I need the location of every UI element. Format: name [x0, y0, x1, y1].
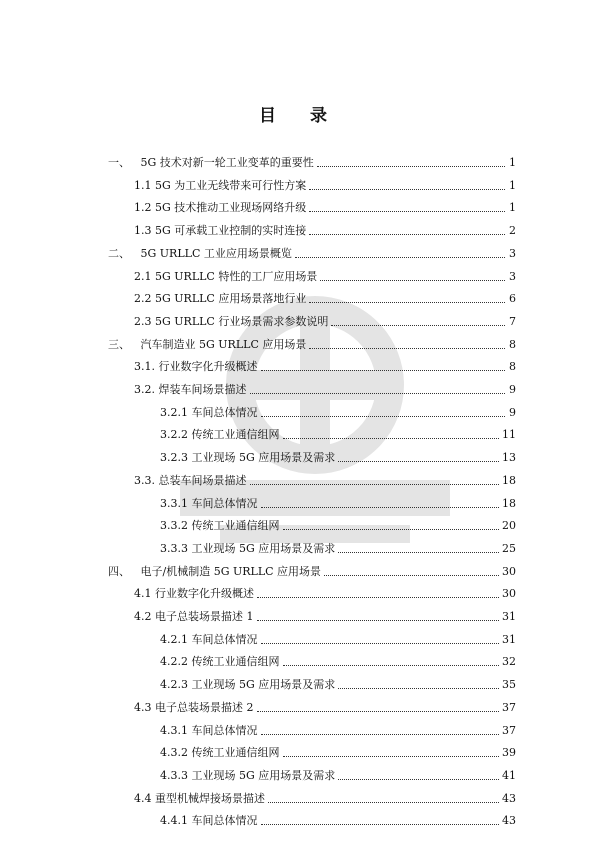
toc-leader-dots: [309, 348, 505, 349]
toc-entry-title: 4.2.2 传统工业通信组网: [160, 655, 280, 669]
toc-page-number: 43: [502, 814, 516, 828]
toc-entry-title: 4.3.1 车间总体情况: [160, 723, 258, 737]
toc-page-number: 31: [502, 632, 516, 646]
toc-page-number: 9: [509, 383, 516, 396]
toc-leader-dots: [261, 824, 500, 825]
toc-leader-dots: [309, 189, 505, 190]
toc-page-number: 39: [502, 746, 516, 760]
toc-entry[interactable]: [160, 534, 516, 556]
toc-entry[interactable]: [134, 262, 516, 284]
toc-page-number: 1: [509, 201, 516, 215]
toc-entry-title: 4.2.3 工业现场 5G 应用场景及需求: [160, 678, 336, 692]
toc-leader-dots: [283, 756, 500, 757]
toc-entry-title: 3.3. 总装车间场景描述: [134, 473, 247, 487]
toc-page-number: 2: [509, 224, 516, 238]
toc-entry-title: 3.2.1 车间总体情况: [160, 405, 258, 419]
toc-page-number: 18: [502, 496, 516, 510]
toc-entry-title: 电子/机械制造 5G URLLC 应用场景: [140, 564, 322, 578]
toc-entry[interactable]: [108, 239, 516, 261]
toc-entry[interactable]: [134, 466, 516, 488]
toc-page-number: 18: [502, 473, 516, 487]
toc-entry[interactable]: [134, 579, 516, 601]
toc-page-number: 8: [509, 360, 516, 374]
toc-page-number: 9: [509, 405, 516, 419]
toc-entry-title: 1.1 5G 为工业无线带来可行性方案: [134, 178, 307, 192]
toc-entry[interactable]: [108, 557, 516, 579]
toc-page-number: 6: [509, 292, 516, 306]
toc-entry-number: 三、: [108, 337, 141, 351]
toc-entry-title: 3.3.3 工业现场 5G 应用场景及需求: [160, 541, 336, 555]
toc-entry[interactable]: [160, 443, 516, 465]
toc-entry[interactable]: [134, 784, 516, 806]
toc-page-number: 31: [502, 610, 516, 623]
toc-entry-title: 3.3.2 传统工业通信组网: [160, 519, 280, 533]
toc-leader-dots: [309, 211, 505, 212]
toc-entry-title: 3.1. 行业数字化升级概述: [134, 360, 258, 374]
toc-entry-title: 4.1 行业数字化升级概述: [134, 587, 254, 601]
toc-entry[interactable]: [108, 330, 516, 352]
toc-entry[interactable]: [134, 193, 516, 215]
toc-leader-dots: [338, 779, 499, 780]
toc-entry-title: 2.1 5G URLLC 特性的工厂应用场景: [134, 269, 318, 283]
toc-leader-dots: [338, 688, 499, 689]
toc-entry[interactable]: [134, 216, 516, 238]
toc-leader-dots: [250, 393, 506, 394]
toc-entry-title: 3.3.1 车间总体情况: [160, 496, 258, 510]
toc-entry-title: 1.2 5G 技术推动工业现场网络升级: [134, 201, 307, 215]
toc-page-number: 3: [509, 246, 516, 260]
toc-entry[interactable]: [160, 511, 516, 533]
toc-entry[interactable]: [134, 375, 516, 397]
toc-page-number: 30: [502, 564, 516, 578]
toc-entry[interactable]: [134, 171, 516, 193]
toc-entry-number: 二、: [108, 246, 141, 260]
toc-leader-dots: [257, 711, 500, 712]
toc-entry[interactable]: [160, 398, 516, 420]
page-title: 目 录: [259, 106, 341, 126]
toc-page-number: 30: [502, 587, 516, 601]
toc-entry-title: 5G URLLC 工业应用场景概览: [140, 246, 292, 260]
toc-page-number: 7: [509, 314, 516, 328]
toc-entry[interactable]: [134, 602, 516, 624]
toc-entry[interactable]: [108, 148, 516, 170]
toc-leader-dots: [309, 234, 505, 235]
toc-leader-dots: [268, 802, 499, 803]
toc-entry-title: 1.3 5G 可承载工业控制的实时连接: [134, 224, 307, 238]
toc-entry-title: 4.3.2 传统工业通信组网: [160, 746, 280, 760]
toc-entry[interactable]: [160, 625, 516, 647]
toc-entry-title: 汽车制造业 5G URLLC 应用场景: [140, 337, 307, 351]
toc-entry-title: 5G 技术对新一轮工业变革的重要性: [140, 156, 314, 169]
toc-entry-title: 4.2 电子总装场景描述 1: [134, 610, 254, 623]
toc-entry-title: 3.2.2 传统工业通信组网: [160, 428, 280, 442]
toc-entry[interactable]: [160, 761, 516, 783]
toc-leader-dots: [257, 597, 499, 598]
toc-leader-dots: [320, 280, 505, 281]
toc-page-number: 20: [502, 519, 516, 533]
toc-entry[interactable]: [160, 670, 516, 692]
toc-entry[interactable]: [160, 806, 516, 828]
toc-page-number: 37: [502, 700, 516, 714]
toc-entry-title: 3.2.3 工业现场 5G 应用场景及需求: [160, 451, 336, 465]
toc-leader-dots: [338, 552, 499, 553]
toc-leader-dots: [317, 166, 505, 167]
toc-leader-dots: [331, 325, 505, 326]
toc-page-number: 13: [502, 451, 516, 465]
toc-page-number: 43: [502, 791, 516, 805]
toc-entry[interactable]: [134, 307, 516, 329]
toc-entry[interactable]: [160, 420, 516, 442]
toc-leader-dots: [261, 416, 506, 417]
toc-entry-number: 四、: [108, 564, 141, 578]
toc-entry-title: 4.2.1 车间总体情况: [160, 632, 258, 646]
toc-leader-dots: [261, 507, 500, 508]
toc-page-number: 25: [502, 541, 516, 555]
toc-entry[interactable]: [160, 738, 516, 760]
toc-page-number: 35: [502, 678, 516, 692]
toc-page-number: 3: [509, 269, 516, 283]
toc-entry[interactable]: [160, 489, 516, 511]
toc-page-number: 37: [502, 723, 516, 737]
toc-entry-title: 3.2. 焊装车间场景描述: [134, 383, 247, 396]
toc-leader-dots: [283, 438, 500, 439]
toc-entry[interactable]: [134, 693, 516, 715]
toc-entry-title: 4.3 电子总装场景描述 2: [134, 700, 254, 714]
toc-page-number: 41: [502, 768, 516, 782]
toc-entry[interactable]: [134, 352, 516, 374]
toc-entry-title: 2.2 5G URLLC 应用场景落地行业: [134, 292, 307, 306]
toc-leader-dots: [261, 370, 506, 371]
toc-page-number: 1: [509, 156, 516, 169]
toc-page-number: 8: [509, 337, 516, 351]
toc-leader-dots: [283, 529, 500, 530]
toc-leader-dots: [324, 575, 499, 576]
toc-entry[interactable]: [160, 647, 516, 669]
toc-leader-dots: [295, 257, 505, 258]
toc-leader-dots: [257, 620, 500, 621]
toc-leader-dots: [261, 734, 500, 735]
toc-entry[interactable]: [134, 284, 516, 306]
toc-entry-title: 2.3 5G URLLC 行业场景需求参数说明: [134, 314, 329, 328]
toc-leader-dots: [261, 643, 500, 644]
toc-entry-title: 4.4 重型机械焊接场景描述: [134, 791, 265, 805]
toc-entry-title: 4.4.1 车间总体情况: [160, 814, 258, 828]
toc-leader-dots: [338, 461, 499, 462]
toc-leader-dots: [283, 665, 500, 666]
toc-entry-number: 一、: [108, 156, 141, 169]
toc-leader-dots: [250, 484, 500, 485]
toc-leader-dots: [309, 302, 505, 303]
toc-entry[interactable]: [160, 716, 516, 738]
toc-page-number: 32: [502, 655, 516, 669]
toc-page-number: 1: [509, 178, 516, 192]
toc-page-number: 11: [502, 428, 516, 442]
toc-entry-title: 4.3.3 工业现场 5G 应用场景及需求: [160, 768, 336, 782]
